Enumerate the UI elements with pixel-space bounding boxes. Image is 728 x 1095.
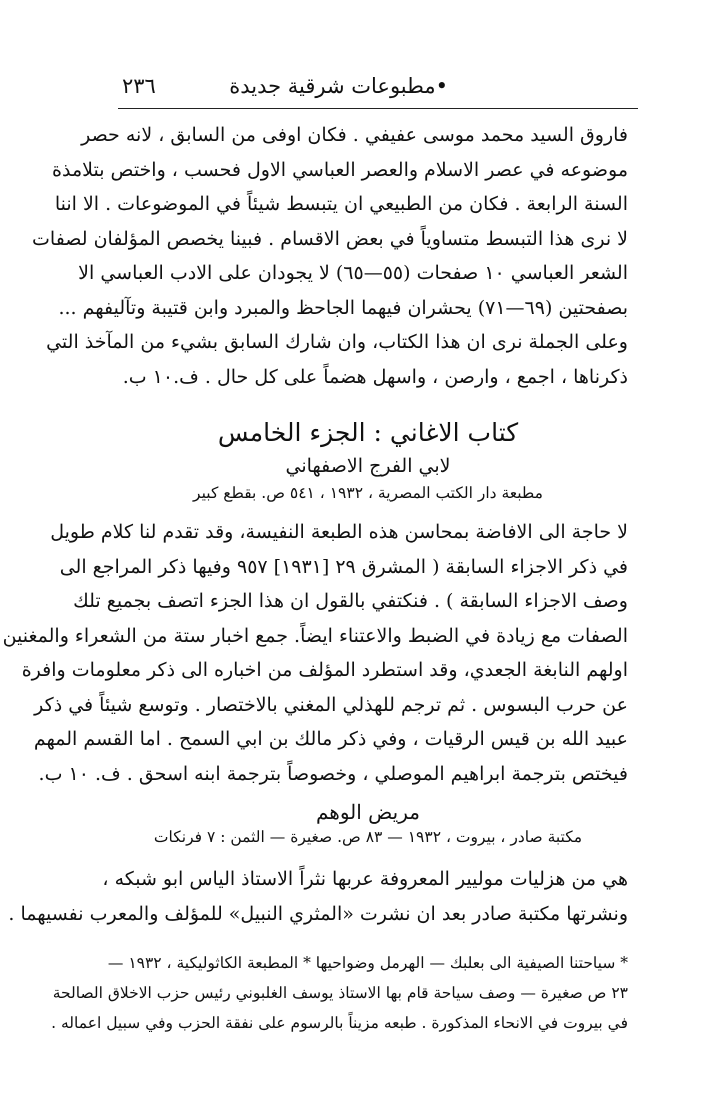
book-publication-info: مكتبة صادر ، بيروت ، ١٩٣٢ — ٨٣ ص. صغيرة — الثمن : ٧ فرنكات — [153, 828, 583, 846]
text-line: وعلى الجملة نرى ان هذا الكتاب، وان شارك السابق بشيء من المآخذ التي — [46, 331, 628, 353]
footnote-line: * سياحتنا الصيفية الى بعلبك — الهرمل وضواحيها * المطبعة الكاثوليكية ، ١٩٣٢ — — [107, 954, 628, 972]
page-number: ٢٣٦ — [122, 74, 156, 98]
text-line: لا نرى هذا التبسط متساوياً في بعض الاقسام . فبينا يخصص المؤلفان لصفات — [32, 227, 628, 250]
running-header — [118, 70, 628, 110]
text-line: موضوعه في عصر الاسلام والعصر العباسي الاول فحسب ، واختص بتلامذة — [52, 158, 628, 181]
text-line: فيختص بترجمة ابراهيم الموصلي ، وخصوصاً بترجمة ابنه اسحق . ف. ١٠ ب. — [38, 762, 628, 785]
text-line: عبيد الله بن قيس الرقيات ، وفي ذكر مالك بن ابي السمح . اما القسم المهم — [33, 728, 628, 750]
footnote — [51, 948, 628, 1038]
running-title: •مطبوعات شرقية جديدة — [229, 74, 448, 98]
book-title: مريض الوهم — [315, 800, 420, 824]
header-rule — [118, 108, 638, 109]
book-review — [8, 862, 628, 931]
text-line: بصفحتين (٦٩—٧١) يحشران فيهما الجاحظ والمبرد وابن قتيبة وتآليفهم ... — [58, 296, 628, 319]
book-title: كتاب الاغاني : الجزء الخامس — [217, 418, 519, 447]
footnote-line: في بيروت في الانحاء المذكورة . طبعه مزيناً بالرسوم على نفقة الحزب وفي سبيل اعماله . — [51, 1014, 628, 1032]
text-line: الصفات مع زيادة في الضبط والاعتناء ايضاً. جمع اخبار ستة من الشعراء والمغنين — [2, 624, 628, 647]
text-line: لا حاجة الى الافاضة بمحاسن هذه الطبعة النفيسة، وقد تقدم لنا كلام طويل — [50, 521, 628, 543]
text-line: السنة الرابعة . فكان من الطبيعي ان يتبسط شيئاً في الموضوعات . الا اننا — [54, 193, 628, 215]
review-continuation — [32, 118, 628, 394]
book-review — [2, 515, 628, 791]
text-line: في ذكر الاجزاء السابقة ( المشرق ٢٩ [١٩٣١] ٩٥٧ وفيها ذكر المراجع الى — [59, 555, 628, 578]
footnote-line: ٢٣ ص صغيرة — وصف سياحة قام بها الاستاذ يوسف الغلبوني رئيس حزب الاخلاق الصالحة — [52, 984, 628, 1002]
text-line: اولهم النابغة الجعدي، وقد استطرد المؤلف من اخباره الى ذكر معلومات وافرة — [21, 659, 628, 681]
text-line: فاروق السيد محمد موسى عفيفي . فكان اوفى من السابق ، لانه حصر — [81, 124, 628, 146]
text-line: الشعر العباسي ١٠ صفحات (٥٥—٦٥) لا يجودان على الادب العباسي الا — [78, 262, 628, 284]
book-publication-info: مطبعة دار الكتب المصرية ، ١٩٣٢ ، ٥٤١ ص. بقطع كبير — [193, 484, 543, 502]
text-line: وصف الاجزاء السابقة ) . فنكتفي بالقول ان هذا الجزء اتصف بجميع تلك — [73, 590, 628, 612]
text-line: هي من هزليات موليير المعروفة عربها نثراً الاستاذ الياس ابو شبكه ، — [102, 868, 628, 890]
book-author: لابي الفرج الاصفهاني — [285, 455, 451, 477]
text-line: ذكرناها ، اجمع ، وارصن ، واسهل هضماً على كل حال . ف.١٠ ب. — [122, 365, 628, 388]
text-line: ونشرتها مكتبة صادر بعد ان نشرت «المثري النبيل» للمؤلف والمعرب نفسيهما . — [8, 902, 628, 925]
text-line: عن حرب البسوس . ثم ترجم للهذلي المغني بالاختصار . وتوسع شيئاً في ذكر — [34, 693, 628, 716]
